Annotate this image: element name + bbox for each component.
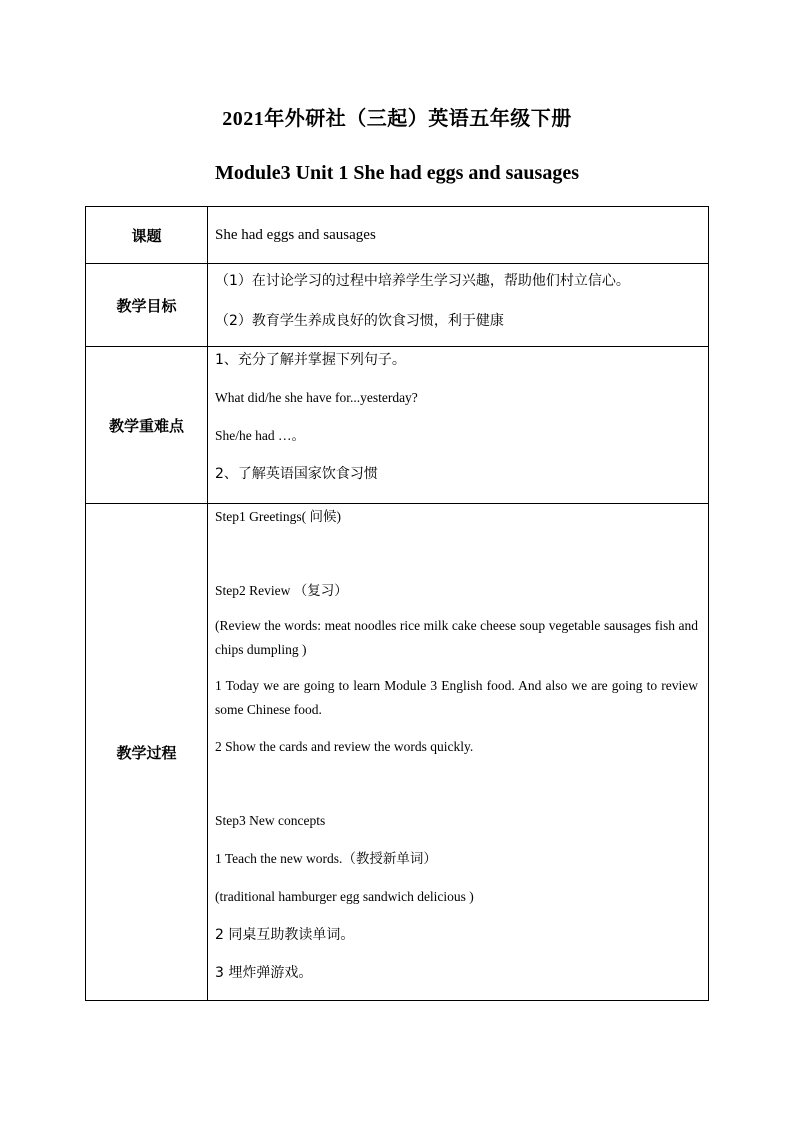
goals-label: 教学目标 [86, 264, 208, 347]
document-title: 2021年外研社（三起）英语五年级下册 [222, 108, 572, 130]
process-step: Step1 Greetings( 问候) [215, 509, 341, 524]
lesson-plan-table [85, 206, 709, 1001]
goal-item: （2）教育学生养成良好的饮食习惯，利于健康 [215, 313, 504, 329]
process-cell [208, 504, 709, 1001]
process-text: (traditional hamburger egg sandwich delicious ) [215, 889, 474, 904]
process-text: 1 Today we are going to learn Module 3 English food. And also we are going to review some Chinese food. [215, 678, 698, 717]
process-step: Step2 Review （复习） [215, 583, 348, 598]
process-text: 2 同桌互助教读单词。 [215, 927, 355, 943]
process-text: 2 Show the cards and review the words quickly. [215, 739, 474, 754]
key-point-item: She/he had …。 [215, 428, 305, 443]
process-text: 3 埋炸弹游戏。 [215, 965, 313, 981]
table-row-key-points [86, 347, 709, 504]
key-points-label: 教学重难点 [86, 347, 208, 504]
topic-label: 课题 [86, 207, 208, 264]
process-text: (Review the words: meat noodles rice milk cake cheese soup vegetable sausages fish and chips dumpling ) [215, 618, 698, 657]
process-text: 1 Teach the new words.（教授新单词） [215, 851, 437, 866]
topic-value-cell [208, 207, 709, 264]
key-point-item: 2、了解英语国家饮食习惯 [215, 466, 378, 482]
key-point-item: 1、充分了解并掌握下列句子。 [215, 352, 406, 368]
process-step: Step3 New concepts [215, 813, 326, 828]
table-row-process [86, 504, 709, 1001]
key-points-cell [208, 347, 709, 504]
goals-cell [208, 264, 709, 347]
goal-item: （1）在讨论学习的过程中培养学生学习兴趣，帮助他们村立信心。 [215, 273, 630, 289]
process-label: 教学过程 [86, 504, 208, 1001]
topic-value: She had eggs and sausages [215, 226, 376, 243]
key-point-item: What did/he she have for...yesterday? [215, 390, 418, 405]
lesson-title: Module3 Unit 1 She had eggs and sausages [215, 162, 579, 184]
table-row-goals [86, 264, 709, 347]
table-row-topic [86, 207, 709, 264]
